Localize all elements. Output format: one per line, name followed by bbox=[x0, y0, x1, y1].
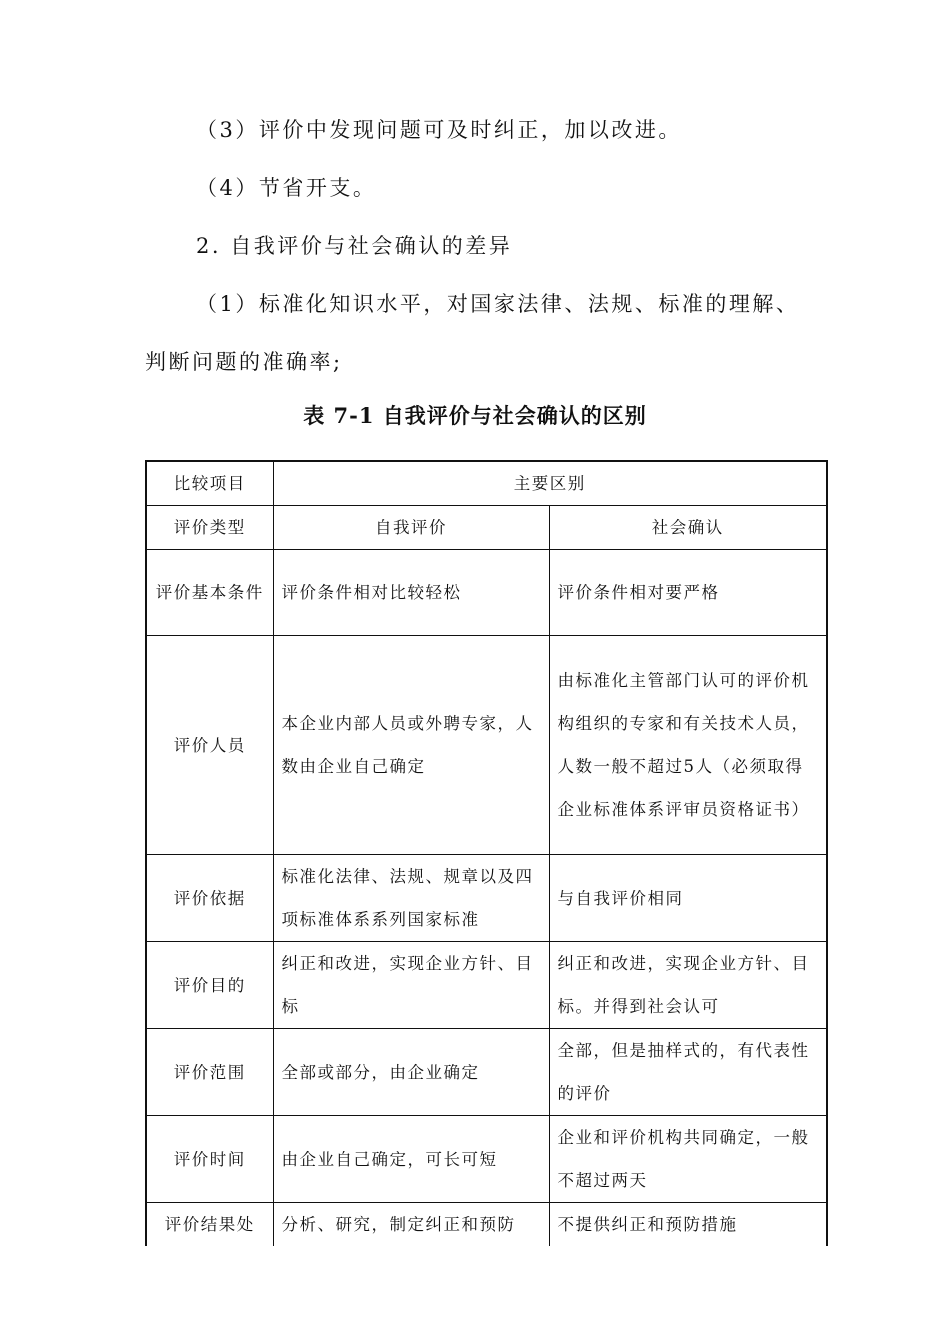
social-confirm-cell: 与自我评价相同 bbox=[549, 855, 827, 942]
social-confirm-cell: 评价条件相对要严格 bbox=[549, 550, 827, 636]
row-label: 评价结果处 bbox=[146, 1203, 273, 1247]
table-row bbox=[146, 636, 827, 855]
self-eval-cell: 由企业自己确定，可长可短 bbox=[273, 1116, 549, 1203]
header-social-confirm: 社会确认 bbox=[549, 506, 827, 550]
table-row bbox=[146, 1116, 827, 1203]
social-confirm-cell: 企业和评价机构共同确定，一般不超过两天 bbox=[549, 1116, 827, 1203]
table-row bbox=[146, 855, 827, 942]
table-header-row bbox=[146, 461, 827, 506]
social-confirm-cell: 全部，但是抽样式的，有代表性的评价 bbox=[549, 1029, 827, 1116]
self-eval-cell: 纠正和改进，实现企业方针、目标 bbox=[273, 942, 549, 1029]
header-main-difference: 主要区别 bbox=[273, 461, 827, 506]
section-heading-2: 2. 自我评价与社会确认的差异 bbox=[196, 234, 513, 258]
self-eval-cell: 本企业内部人员或外聘专家，人数由企业自己确定 bbox=[273, 636, 549, 855]
row-label: 评价时间 bbox=[146, 1116, 273, 1203]
header-self-eval: 自我评价 bbox=[273, 506, 549, 550]
self-eval-cell: 全部或部分，由企业确定 bbox=[273, 1029, 549, 1116]
header-eval-type: 评价类型 bbox=[146, 506, 273, 550]
row-label: 评价人员 bbox=[146, 636, 273, 855]
self-eval-cell: 分析、研究，制定纠正和预防 bbox=[273, 1203, 549, 1247]
row-label: 评价依据 bbox=[146, 855, 273, 942]
header-compare-item: 比较项目 bbox=[146, 461, 273, 506]
self-eval-cell: 评价条件相对比较轻松 bbox=[273, 550, 549, 636]
social-confirm-cell: 由标准化主管部门认可的评价机构组织的专家和有关技术人员，人数一般不超过5人（必须取得企业标准体系评审员资格证书） bbox=[549, 636, 827, 855]
paragraph-item-4: （4）节省开支。 bbox=[196, 176, 377, 200]
paragraph-item-3: （3）评价中发现问题可及时纠正，加以改进。 bbox=[196, 118, 682, 142]
comparison-table bbox=[145, 460, 828, 1246]
table-row bbox=[146, 1203, 827, 1247]
self-eval-cell: 标准化法律、法规、规章以及四项标准体系系列国家标准 bbox=[273, 855, 549, 942]
row-label: 评价基本条件 bbox=[146, 550, 273, 636]
paragraph-item-1-line2: 判断问题的准确率; bbox=[145, 350, 343, 374]
table-title: 表 7-1 自我评价与社会确认的区别 bbox=[303, 403, 647, 428]
table-row bbox=[146, 1029, 827, 1116]
table-row bbox=[146, 942, 827, 1029]
social-confirm-cell: 纠正和改进，实现企业方针、目标。并得到社会认可 bbox=[549, 942, 827, 1029]
table-row bbox=[146, 550, 827, 636]
paragraph-item-1-line1: （1）标准化知识水平，对国家法律、法规、标准的理解、 bbox=[196, 292, 800, 316]
table-header-row bbox=[146, 506, 827, 550]
social-confirm-cell: 不提供纠正和预防措施 bbox=[549, 1203, 827, 1247]
row-label: 评价目的 bbox=[146, 942, 273, 1029]
row-label: 评价范围 bbox=[146, 1029, 273, 1116]
